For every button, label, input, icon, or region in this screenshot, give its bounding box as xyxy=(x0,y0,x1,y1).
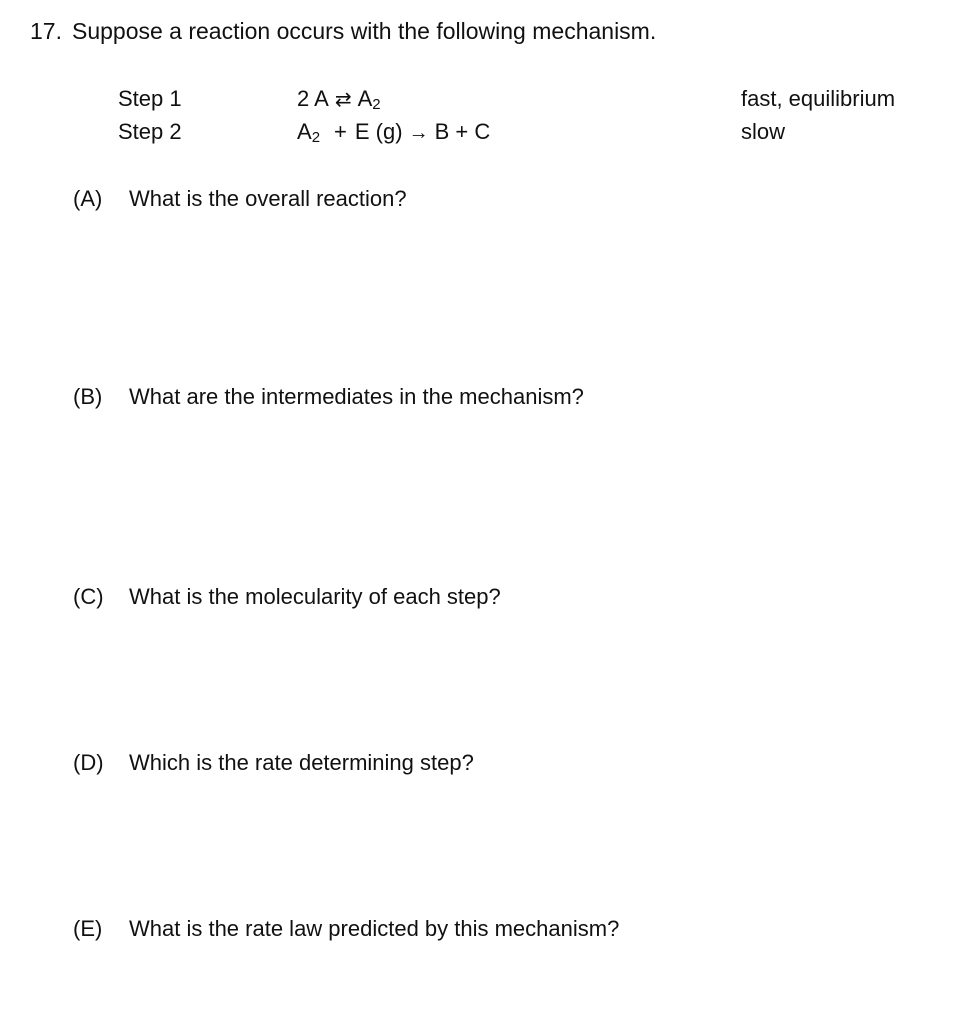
part-a-letter: (A) xyxy=(73,186,103,211)
part-b-text: What are the intermediates in the mechanism? xyxy=(129,384,584,409)
mechanism-step-1 xyxy=(0,86,971,116)
part-d-text: Which is the rate determining step? xyxy=(129,750,474,775)
step-2-note: slow xyxy=(741,119,786,144)
step-1-reactant: 2 A xyxy=(297,86,329,111)
part-c xyxy=(73,584,501,610)
step-1-product: $A_2$ xyxy=(357,86,381,113)
step-2-equation xyxy=(297,119,490,145)
step-1-note: fast, equilibrium xyxy=(741,86,896,111)
question-header xyxy=(30,18,656,45)
question-prompt: Suppose a reaction occurs with the following mechanism. xyxy=(71,18,657,44)
step-1-label: Step 1 xyxy=(118,86,182,111)
part-c-text: What is the molecularity of each step? xyxy=(129,584,501,609)
step-2-products: B + C xyxy=(434,119,491,144)
step-1-equation xyxy=(297,86,381,112)
part-b-letter: (B) xyxy=(73,384,103,409)
part-a xyxy=(73,186,407,212)
equilibrium-arrow-icon: ⇄ xyxy=(334,89,352,111)
part-c-letter: (C) xyxy=(73,584,104,609)
part-d-letter: (D) xyxy=(73,750,104,775)
step-2-reactant-2: E (g) xyxy=(354,119,403,144)
part-a-text: What is the overall reaction? xyxy=(129,186,407,211)
mechanism-step-2 xyxy=(0,119,971,149)
step-2-label: Step 2 xyxy=(118,119,182,144)
part-e-text: What is the rate law predicted by this mechanism? xyxy=(129,916,620,941)
part-e-letter: (E) xyxy=(73,916,103,941)
question-number: 17. xyxy=(30,18,62,44)
part-b xyxy=(73,384,584,410)
right-arrow-icon: → xyxy=(408,122,429,144)
plus-sign: + xyxy=(334,119,347,144)
step-2-reactant-1: $A_2$ xyxy=(297,119,321,146)
part-d xyxy=(73,750,474,776)
part-e xyxy=(73,916,619,942)
